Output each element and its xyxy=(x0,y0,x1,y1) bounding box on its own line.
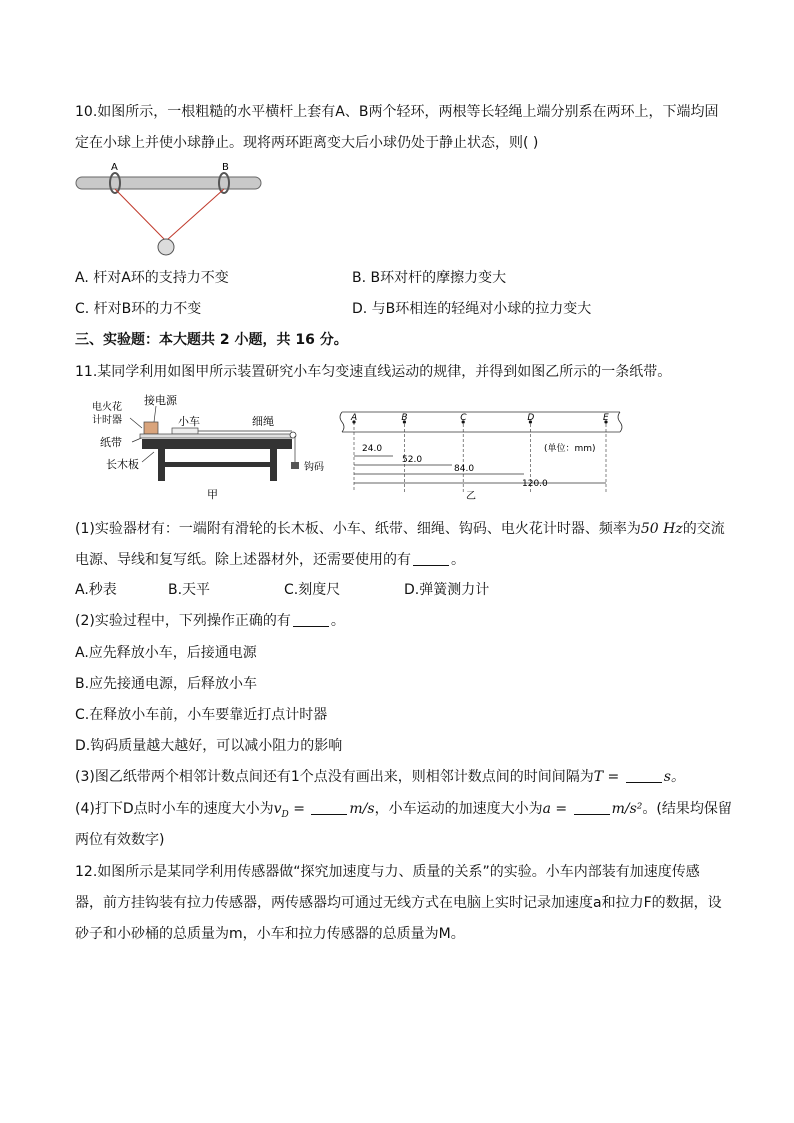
ball xyxy=(158,239,174,255)
q11-part1-option-d: D.弹簧测力计 xyxy=(404,582,490,598)
tape-point-e xyxy=(603,413,609,492)
label-board: 长木板 xyxy=(106,458,139,471)
q11-part2: (2)实验过程中，下列操作正确的有 。 xyxy=(75,613,345,629)
table-top xyxy=(142,439,292,449)
spark-timer xyxy=(144,422,158,434)
q11-part4-line1: (4)打下D点时小车的速度大小为$v_D = m/s$，小车运动的加速度大小为a = m/s²。(结果均保留 xyxy=(75,801,732,820)
q11-part2-option-a: A.应先释放小车，后接通电源 xyxy=(75,645,257,661)
q10-option-d: D. 与B环相连的轻绳对小球的拉力变大 xyxy=(352,301,592,317)
q11-part4-line2: 两位有效数字) xyxy=(75,832,165,848)
label-timer-2: 计时器 xyxy=(92,415,122,426)
label-weight: 钩码 xyxy=(304,462,324,473)
q12-stem-line2: 器，前方挂钩装有拉力传感器，两传感器均可通过无线方式在电脑上实时记录加速度a和拉力F的数据，设 xyxy=(75,895,722,911)
answer-blank-5[interactable] xyxy=(574,800,610,815)
cart xyxy=(172,428,198,434)
q11-part1-option-c: C.刻度尺 xyxy=(284,582,341,598)
q11-figure-yi xyxy=(336,402,632,502)
svg-text:52.0: 52.0 xyxy=(402,455,423,465)
long-board xyxy=(140,434,292,438)
q11-part1-line1: (1)实验器材有：一端附有滑轮的长木板、小车、纸带、细绳、钩码、电火花计时器、频率为50 Hz的交流 xyxy=(75,521,725,537)
section-heading: 三、实验题：本大题共 2 小题，共 16 分。 xyxy=(75,332,348,348)
svg-text:B: B xyxy=(401,413,408,423)
answer-blank-2[interactable] xyxy=(293,612,329,627)
tape-point-a xyxy=(350,413,357,424)
tape-point-c xyxy=(460,413,467,492)
q11-stem: 11.某同学利用如图甲所示装置研究小车匀变速直线运动的规律，并得到如图乙所示的一条纸带。 xyxy=(75,364,672,380)
svg-text:A: A xyxy=(351,413,358,423)
q10-option-b: B. B环对杆的摩擦力变大 xyxy=(352,270,507,286)
label-timer-1: 电火花 xyxy=(92,402,122,413)
q10-option-c: C. 杆对B环的力不变 xyxy=(75,301,202,317)
svg-text:120.0: 120.0 xyxy=(522,479,548,489)
label-power: 接电源 xyxy=(144,394,177,407)
frequency-value: 50 Hz xyxy=(640,521,683,537)
dim-120 xyxy=(354,479,606,489)
q12-stem-line1: 12.如图所示是某同学利用传感器做“探究加速度与力、质量的关系”的实验。小车内部装有加速度传感 xyxy=(75,864,700,880)
q12-stem-line3: 砂子和小砂桶的总质量为m，小车和拉力传感器的总质量为M。 xyxy=(75,926,465,942)
svg-text:D: D xyxy=(527,413,535,423)
hook-weight xyxy=(291,462,299,469)
q11-part1-line2: 电源、导线和复写纸。除上述器材外，还需要使用的有 。 xyxy=(75,552,465,568)
caption-yi: 乙 xyxy=(466,491,476,502)
q11-part2-option-d: D.钩码质量越大越好，可以减小阻力的影响 xyxy=(75,738,343,754)
svg-text:84.0: 84.0 xyxy=(454,464,475,474)
tape-unit: (单位：mm) xyxy=(544,444,596,454)
q10-option-a: A. 杆对A环的支持力不变 xyxy=(75,270,229,286)
answer-blank-1[interactable] xyxy=(413,551,449,566)
q10-stem-line1: 10.如图所示，一根粗糙的水平横杆上套有A、B两个轻环，两根等长轻绳上端分别系在两环上，下端均固 xyxy=(75,104,719,120)
q10-figure xyxy=(72,158,272,258)
answer-blank-3[interactable] xyxy=(626,768,662,783)
label-a: A xyxy=(111,162,118,173)
svg-text:E: E xyxy=(603,413,609,423)
q11-part2-option-c: C.在释放小车前，小车要靠近打点计时器 xyxy=(75,707,328,723)
tape-point-b xyxy=(401,413,407,492)
answer-blank-4[interactable] xyxy=(311,800,347,815)
label-b: B xyxy=(222,162,229,173)
dim-52 xyxy=(354,455,452,465)
caption-jia: 甲 xyxy=(207,488,218,501)
dim-84 xyxy=(354,464,524,474)
dim-24 xyxy=(354,444,393,456)
q11-part3: (3)图乙纸带两个相邻计数点间还有1个点没有画出来，则相邻计数点间的时间间隔为T = s。 xyxy=(75,769,685,785)
svg-text:C: C xyxy=(460,413,467,423)
svg-text:24.0: 24.0 xyxy=(362,444,383,454)
q11-part2-option-b: B.应先接通电源，后释放小车 xyxy=(75,676,258,692)
q11-part1-option-a: A.秒表 xyxy=(75,582,117,598)
q11-part1-option-b: B.天平 xyxy=(168,582,211,598)
label-rope: 细绳 xyxy=(252,415,274,428)
label-car: 小车 xyxy=(178,415,200,428)
q11-figure-jia xyxy=(92,392,332,504)
label-tape: 纸带 xyxy=(100,436,122,449)
q10-stem-line2: 定在小球上并使小球静止。现将两环距离变大后小球仍处于静止状态，则( ) xyxy=(75,135,539,151)
